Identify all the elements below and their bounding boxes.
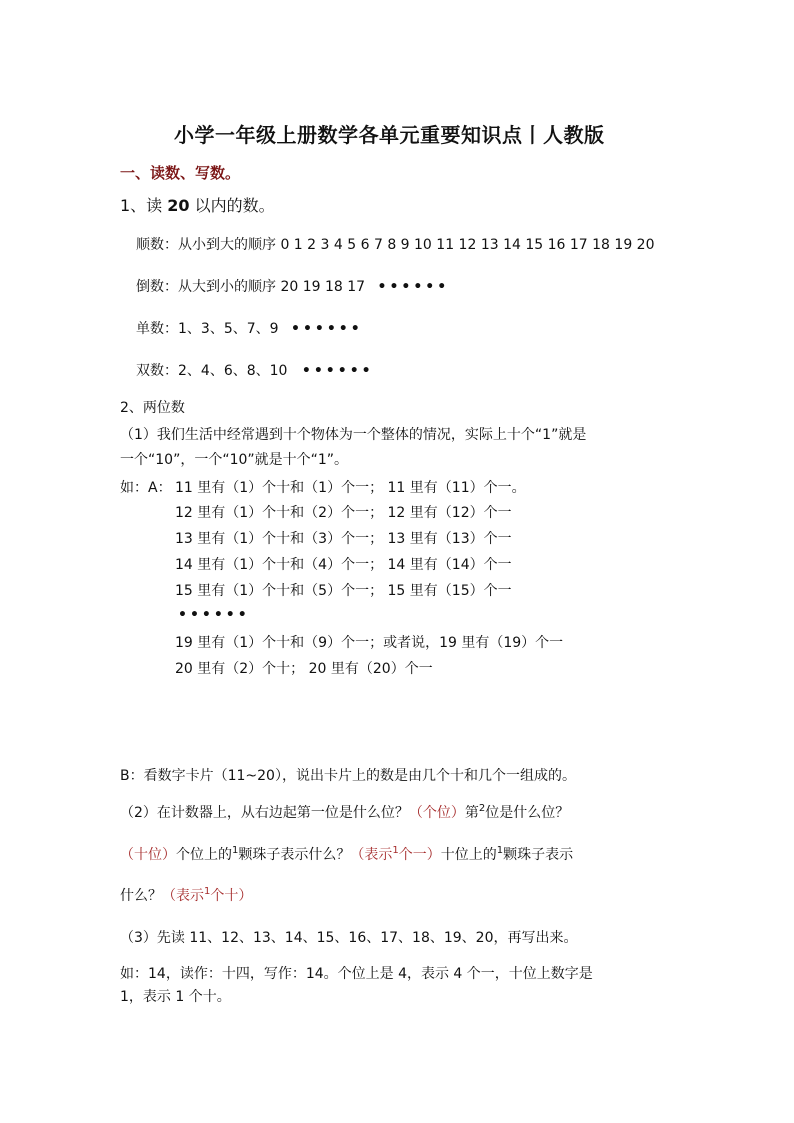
daoshu-label: 倒数：从大到小的顺序 <box>136 279 276 295</box>
p4-answer-number: 1 <box>204 886 211 897</box>
p3-text-2: 十位上的 <box>440 847 497 863</box>
paragraph-6-line-2: 1，表示 1 个十。 <box>120 989 231 1005</box>
p3-text: 个位上的 <box>176 847 232 863</box>
paragraph-1-line-2: 一个“10”，一个“10”就是十个“1”。 <box>120 452 349 468</box>
q1-prefix: 1、读 <box>120 196 168 215</box>
p3-number: 1 <box>232 845 239 856</box>
p4-answer <box>162 888 252 904</box>
shuangshu-text: 双数：2、4、6、8、10 <box>136 363 288 379</box>
question-1 <box>120 198 275 214</box>
q1-suffix: 以内的数。 <box>189 196 275 215</box>
section-heading-two-digit: 2、两位数 <box>120 400 185 416</box>
daoshu-ellipsis: •••••• <box>377 279 450 295</box>
daoshu-line <box>136 280 449 294</box>
paragraph-1-line-1: （1）我们生活中经常遇到十个物体为一个整体的情况，实际上十个“1”就是 <box>120 427 587 443</box>
paragraph-3 <box>120 845 574 863</box>
p2-text: 第 <box>464 805 479 821</box>
p2-text-end: 位是什么位？ <box>485 805 570 821</box>
section-heading-read-write: 一、读数、写数。 <box>120 164 241 182</box>
p2-number: 2 <box>478 803 486 814</box>
paragraph-6-line-1: 如：14，读作：十四，写作：14。个位上是 4，表示 4 个一，十位上数字是 <box>120 966 593 982</box>
shunshu-line <box>136 238 655 252</box>
p4-answer-open: （表示 <box>162 888 204 904</box>
paragraph-2 <box>120 803 570 821</box>
danshu-line <box>136 322 363 336</box>
shunshu-values: 0 1 2 3 4 5 6 7 8 9 10 11 12 13 14 15 16 17 18 19 20 <box>280 237 655 253</box>
example-row: 11 里有（1）个十和（1）个一； 11 里有（11）个一。 <box>175 480 526 496</box>
example-row: 13 里有（1）个十和（3）个一； 13 里有（13）个一 <box>175 531 512 547</box>
example-row: 14 里有（1）个十和（4）个一； 14 里有（14）个一 <box>175 557 512 573</box>
example-row: 12 里有（1）个十和（2）个一； 12 里有（12）个一 <box>175 505 512 521</box>
paragraph-4 <box>120 886 253 904</box>
example-row-19: 19 里有（1）个十和（9）个一；或者说，19 里有（19）个一 <box>175 635 564 651</box>
p3-number-2: 1 <box>496 845 504 856</box>
page-title: 小学一年级上册数学各单元重要知识点丨人教版 <box>174 123 605 147</box>
part-b-text: B：看数字卡片（11~20），说出卡片上的数是由几个十和几个一组成的。 <box>120 768 576 784</box>
p4-text: 什么？ <box>120 888 162 904</box>
p3-question: 颗珠子表示什么？ <box>238 847 351 863</box>
p2-question: （2）在计数器上，从右边起第一位是什么位？ <box>120 805 409 821</box>
p3-answer-one <box>350 847 440 863</box>
shuangshu-ellipsis: •••••• <box>301 363 374 379</box>
danshu-text: 单数：1、3、5、7、9 <box>136 321 279 337</box>
p4-answer-close: 个十） <box>210 888 253 904</box>
example-label: 如：A： <box>120 480 172 496</box>
example-ellipsis: •••••• <box>178 607 250 623</box>
shunshu-label: 顺数：从小到大的顺序 <box>136 237 276 253</box>
daoshu-values: 20 19 18 17 <box>280 279 366 295</box>
q1-number: 20 <box>167 196 190 215</box>
p3-answer-close: 个一） <box>398 847 441 863</box>
example-row-20: 20 里有（2）个十； 20 里有（20）个一 <box>175 661 433 677</box>
p2-answer: （个位） <box>408 805 465 821</box>
p3-text-3: 颗珠子表示 <box>503 847 574 863</box>
example-row: 15 里有（1）个十和（5）个一； 15 里有（15）个一 <box>175 583 512 599</box>
p3-answer-open: （表示 <box>350 847 393 863</box>
paragraph-5: （3）先读 11、12、13、14、15、16、17、18、19、20，再写出来。 <box>120 930 578 946</box>
danshu-ellipsis: •••••• <box>291 321 363 337</box>
p3-answer-tens: （十位） <box>120 847 176 863</box>
p3-answer-number: 1 <box>392 845 399 856</box>
shuangshu-line <box>136 364 374 378</box>
